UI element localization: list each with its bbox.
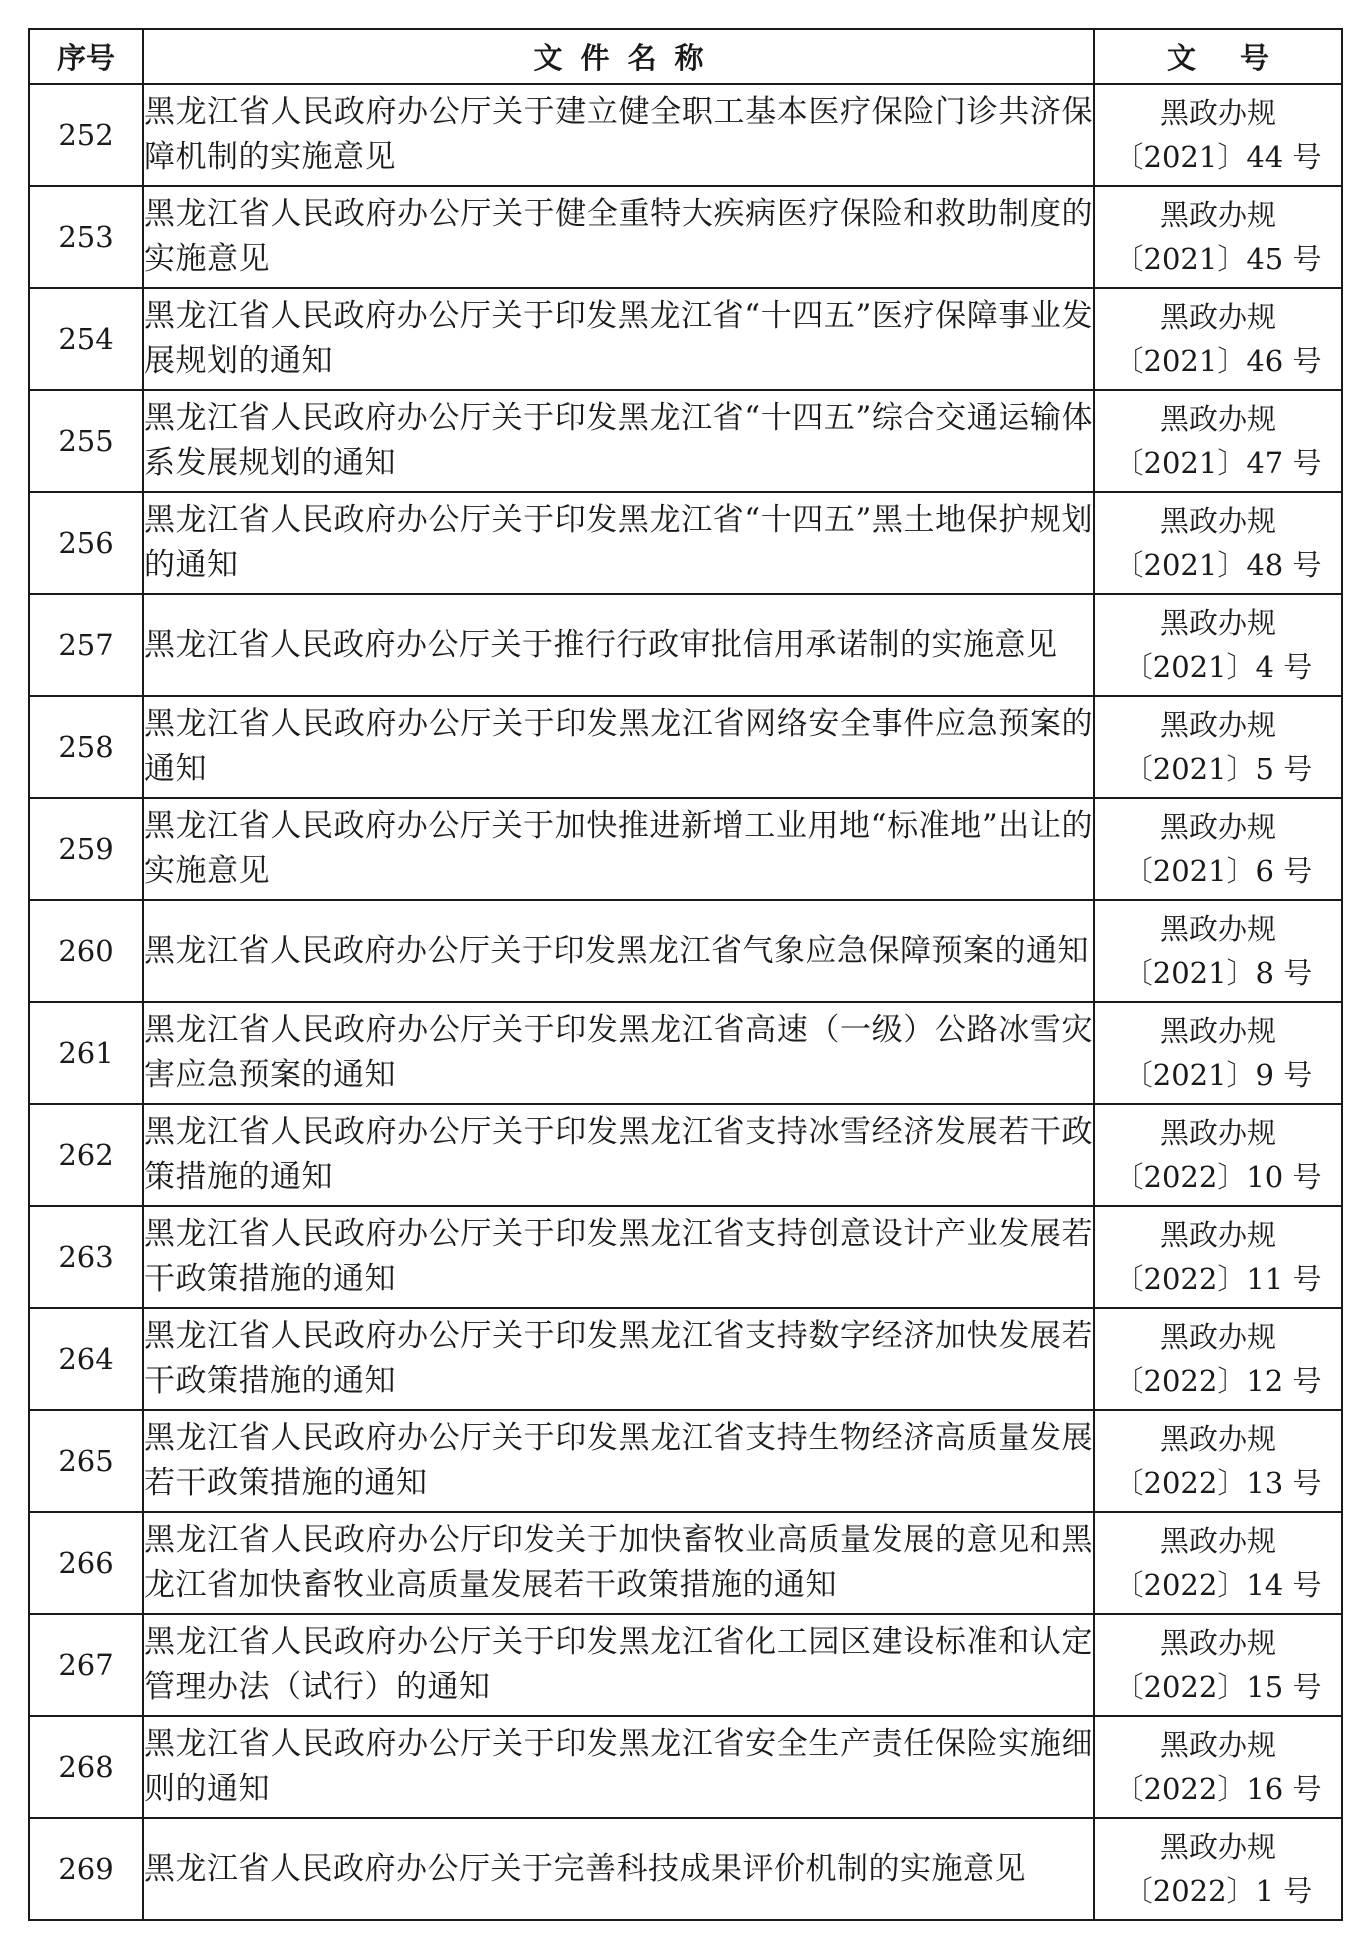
row-title: 黑龙江省人民政府办公厅关于印发黑龙江省支持冰雪经济发展若干政策措施的通知 (144, 1114, 1093, 1195)
row-title-cell (143, 1716, 1094, 1818)
row-title: 黑龙江省人民政府办公厅关于印发黑龙江省支持生物经济高质量发展若干政策措施的通知 (144, 1420, 1093, 1501)
row-title: 黑龙江省人民政府办公厅印发关于加快畜牧业高质量发展的意见和黑龙江省加快畜牧业高质量发展若干政策措施的通知 (144, 1522, 1093, 1603)
row-doc-code (1094, 1410, 1342, 1512)
row-code-prefix: 黑政办规 (1159, 1218, 1276, 1252)
row-code-number: 〔2022〕1 号 (1123, 1874, 1313, 1908)
row-number: 262 (29, 1104, 143, 1206)
row-number: 261 (29, 1002, 143, 1104)
row-doc-code (1094, 1614, 1342, 1716)
row-title-cell (143, 1308, 1094, 1410)
row-title-cell (143, 390, 1094, 492)
row-code-number: 〔2022〕14 号 (1114, 1568, 1322, 1602)
document-table (28, 28, 1343, 1921)
row-code-prefix: 黑政办规 (1159, 96, 1276, 130)
row-doc-code (1094, 1818, 1342, 1920)
row-number: 267 (29, 1614, 143, 1716)
row-number: 256 (29, 492, 143, 594)
table-row (29, 1002, 1342, 1104)
row-code-prefix: 黑政办规 (1159, 1014, 1276, 1048)
row-doc-code (1094, 1206, 1342, 1308)
row-title: 黑龙江省人民政府办公厅关于印发黑龙江省化工园区建设标准和认定管理办法（试行）的通知 (144, 1624, 1093, 1705)
row-title: 黑龙江省人民政府办公厅关于印发黑龙江省安全生产责任保险实施细则的通知 (144, 1726, 1093, 1807)
table-row (29, 1512, 1342, 1614)
row-number: 268 (29, 1716, 143, 1818)
table-row (29, 186, 1342, 288)
row-code-prefix: 黑政办规 (1159, 1728, 1276, 1762)
row-code-number: 〔2021〕5 号 (1123, 752, 1313, 786)
row-doc-code (1094, 1308, 1342, 1410)
row-number: 258 (29, 696, 143, 798)
row-title-cell (143, 1002, 1094, 1104)
table-row (29, 1308, 1342, 1410)
row-title: 黑龙江省人民政府办公厅关于加快推进新增工业用地“标准地”出让的实施意见 (144, 808, 1093, 889)
table-row (29, 1206, 1342, 1308)
row-code-number: 〔2021〕9 号 (1123, 1058, 1313, 1092)
row-title: 黑龙江省人民政府办公厅关于健全重特大疾病医疗保险和救助制度的实施意见 (144, 196, 1093, 277)
row-number: 259 (29, 798, 143, 900)
row-title-cell (143, 900, 1094, 1002)
row-code-prefix: 黑政办规 (1159, 1830, 1276, 1864)
row-code-number: 〔2021〕4 号 (1123, 650, 1313, 684)
row-code-number: 〔2022〕13 号 (1114, 1466, 1322, 1500)
row-code-number: 〔2021〕45 号 (1114, 242, 1322, 276)
row-title: 黑龙江省人民政府办公厅关于印发黑龙江省支持创意设计产业发展若干政策措施的通知 (144, 1216, 1093, 1297)
row-title-cell (143, 1206, 1094, 1308)
row-code-number: 〔2021〕6 号 (1123, 854, 1313, 888)
row-code-prefix: 黑政办规 (1159, 198, 1276, 232)
row-title-cell (143, 186, 1094, 288)
table-row (29, 798, 1342, 900)
table-row (29, 696, 1342, 798)
row-number: 255 (29, 390, 143, 492)
row-code-prefix: 黑政办规 (1159, 1116, 1276, 1150)
row-title: 黑龙江省人民政府办公厅关于推行行政审批信用承诺制的实施意见 (144, 626, 1058, 663)
row-code-number: 〔2022〕11 号 (1114, 1262, 1322, 1296)
row-title: 黑龙江省人民政府办公厅关于印发黑龙江省高速（一级）公路冰雪灾害应急预案的通知 (144, 1012, 1093, 1093)
header-name: 文件名称 (143, 29, 1094, 84)
row-code-prefix: 黑政办规 (1159, 1320, 1276, 1354)
row-code-number: 〔2021〕44 号 (1114, 140, 1322, 174)
row-number: 269 (29, 1818, 143, 1920)
table-row (29, 492, 1342, 594)
row-code-number: 〔2022〕15 号 (1114, 1670, 1322, 1704)
table-body (29, 84, 1342, 1920)
table-row (29, 1104, 1342, 1206)
row-title-cell (143, 1410, 1094, 1512)
row-title: 黑龙江省人民政府办公厅关于印发黑龙江省支持数字经济加快发展若干政策措施的通知 (144, 1318, 1093, 1399)
row-code-number: 〔2022〕16 号 (1114, 1772, 1322, 1806)
row-code-prefix: 黑政办规 (1159, 1524, 1276, 1558)
row-number: 254 (29, 288, 143, 390)
row-number: 252 (29, 84, 143, 186)
row-title-cell (143, 84, 1094, 186)
row-title-cell (143, 492, 1094, 594)
table-row (29, 84, 1342, 186)
row-title-cell (143, 1614, 1094, 1716)
row-doc-code (1094, 798, 1342, 900)
row-doc-code (1094, 1104, 1342, 1206)
row-title-cell (143, 798, 1094, 900)
row-code-prefix: 黑政办规 (1159, 912, 1276, 946)
row-number: 265 (29, 1410, 143, 1512)
row-code-prefix: 黑政办规 (1159, 606, 1276, 640)
header-number: 序号 (29, 29, 143, 84)
row-code-number: 〔2021〕46 号 (1114, 344, 1322, 378)
table-row (29, 1716, 1342, 1818)
row-code-prefix: 黑政办规 (1159, 1626, 1276, 1660)
row-title: 黑龙江省人民政府办公厅关于印发黑龙江省“十四五”综合交通运输体系发展规划的通知 (144, 400, 1093, 481)
row-code-number: 〔2021〕8 号 (1123, 956, 1313, 990)
row-title-cell (143, 696, 1094, 798)
row-code-prefix: 黑政办规 (1159, 300, 1276, 334)
row-title: 黑龙江省人民政府办公厅关于完善科技成果评价机制的实施意见 (144, 1850, 1026, 1887)
row-title: 黑龙江省人民政府办公厅关于印发黑龙江省“十四五”黑土地保护规划的通知 (144, 502, 1093, 583)
row-title-cell (143, 288, 1094, 390)
table-row (29, 288, 1342, 390)
row-code-number: 〔2022〕12 号 (1114, 1364, 1322, 1398)
row-doc-code (1094, 1512, 1342, 1614)
row-code-prefix: 黑政办规 (1159, 402, 1276, 436)
row-doc-code (1094, 84, 1342, 186)
row-doc-code (1094, 186, 1342, 288)
row-title: 黑龙江省人民政府办公厅关于建立健全职工基本医疗保险门诊共济保障机制的实施意见 (144, 94, 1093, 175)
row-doc-code (1094, 594, 1342, 696)
table-row (29, 390, 1342, 492)
header-code: 文号 (1094, 29, 1342, 84)
table-row (29, 900, 1342, 1002)
row-title-cell (143, 594, 1094, 696)
row-doc-code (1094, 900, 1342, 1002)
row-code-prefix: 黑政办规 (1159, 504, 1276, 538)
row-code-number: 〔2021〕48 号 (1114, 548, 1322, 582)
row-doc-code (1094, 1002, 1342, 1104)
row-title-cell (143, 1104, 1094, 1206)
row-title: 黑龙江省人民政府办公厅关于印发黑龙江省气象应急保障预案的通知 (144, 932, 1089, 969)
row-title-cell (143, 1512, 1094, 1614)
row-code-number: 〔2021〕47 号 (1114, 446, 1322, 480)
row-number: 264 (29, 1308, 143, 1410)
table-row (29, 1818, 1342, 1920)
row-doc-code (1094, 288, 1342, 390)
row-number: 266 (29, 1512, 143, 1614)
row-number: 253 (29, 186, 143, 288)
row-doc-code (1094, 1716, 1342, 1818)
row-number: 257 (29, 594, 143, 696)
row-doc-code (1094, 492, 1342, 594)
row-doc-code (1094, 390, 1342, 492)
row-code-prefix: 黑政办规 (1159, 708, 1276, 742)
row-title: 黑龙江省人民政府办公厅关于印发黑龙江省“十四五”医疗保障事业发展规划的通知 (144, 298, 1093, 379)
table-row (29, 594, 1342, 696)
row-code-number: 〔2022〕10 号 (1114, 1160, 1322, 1194)
row-code-prefix: 黑政办规 (1159, 1422, 1276, 1456)
table-header-row (29, 29, 1342, 84)
row-code-prefix: 黑政办规 (1159, 810, 1276, 844)
row-number: 260 (29, 900, 143, 1002)
row-doc-code (1094, 696, 1342, 798)
row-title-cell (143, 1818, 1094, 1920)
table-row (29, 1614, 1342, 1716)
table-row (29, 1410, 1342, 1512)
row-number: 263 (29, 1206, 143, 1308)
row-title: 黑龙江省人民政府办公厅关于印发黑龙江省网络安全事件应急预案的通知 (144, 706, 1093, 787)
